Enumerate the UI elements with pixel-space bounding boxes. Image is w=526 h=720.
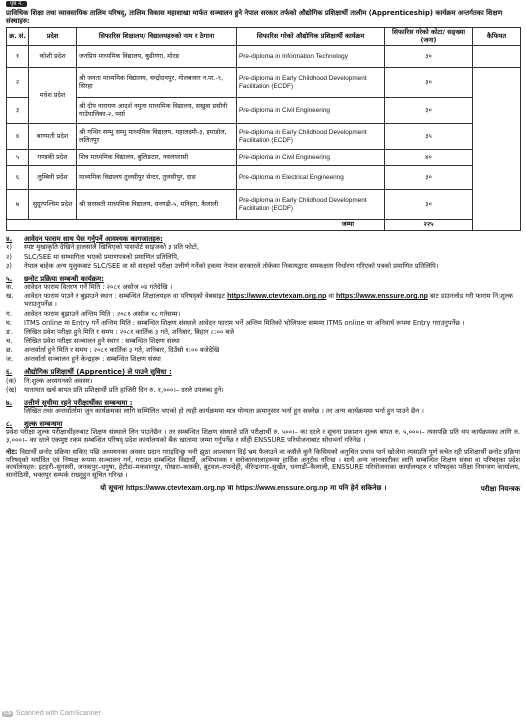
cell-quota: ४०	[385, 150, 473, 166]
item-text: नि:शुल्क अध्ययनको अवसर।	[24, 376, 93, 385]
cell-sn: ७	[7, 190, 29, 220]
footer-ctevtexam-link[interactable]: https://www.ctevtexam.org.np	[125, 485, 226, 493]
cell-sn: ६	[7, 166, 29, 190]
table-header-row	[7, 28, 521, 46]
list-item	[6, 329, 520, 337]
table-row	[7, 68, 521, 98]
cell-quota: ३०	[385, 68, 473, 98]
cell-remarks	[473, 68, 521, 231]
section-title: शुल्क सम्बन्धमा	[24, 419, 63, 428]
cell-program: Pre-diploma in Electrical Engineering	[237, 166, 385, 190]
item-text: SLC/SEE मा सम्भागिता भएको प्रमाणपत्रको प्रमाणित प्रतिलिपि,	[24, 252, 180, 261]
footer	[6, 484, 520, 493]
item-text: स्पष्ट मुखाकृति देखिने हालसालै खिचिएको पासपोर्ट साइजको ३ प्रति फोटो,	[24, 243, 199, 252]
item-text: अन्तर्वार्ता सञ्चालन हुने केन्द्रहरू : सम्बन्धित शिक्षण संस्था	[24, 355, 161, 364]
item-marker: ख.	[6, 292, 14, 301]
footer-text: यो सूचना	[100, 484, 124, 493]
item-marker: घ.	[6, 318, 12, 327]
cell-school: श्री जनता माध्यमिक विद्यालय, चन्द्रोदयपुर, गोलबजार न.पा.-९, सिरहा	[77, 68, 237, 98]
cell-province: कोशी प्रदेश	[29, 46, 77, 68]
col-header-sn: क्र. सं.	[7, 28, 29, 46]
note-label: नोट:	[6, 447, 18, 456]
list-item	[6, 356, 520, 364]
item-text	[24, 293, 520, 309]
table-row	[7, 46, 521, 68]
item-text: यातायात खर्च बापत प्रति प्रशिक्षार्थी प्रति हाजिरी दिन रु. १,०००।– दरले उपलब्ध हुने।	[24, 385, 224, 394]
cell-sn: ३	[7, 98, 29, 124]
list-item	[6, 263, 520, 271]
cell-school: श्री दीप नारायण आदर्श नमुना माध्यमिक विद्यालय, सखुवा प्रसौनी गाउँपालिका-२, पर्सा	[77, 98, 237, 124]
watermark-text: Scanned with CamScanner	[15, 709, 101, 717]
total-label: जम्मा	[7, 220, 385, 231]
camscanner-logo-icon: CS	[4, 709, 11, 716]
item-text: नेपाल बाहेक अन्य मुलुकबाट SLC/SEE वा सो सरहको परीक्षा उत्तीर्ण गर्नेको हकमा नेपाल सरकारले तोकेका निकायद्वारा समकक्षता निर्धारण गरिएको पत्रको प्रमाणित प्रतिलिपि।	[24, 261, 439, 270]
enssure-link[interactable]: https://www.enssure.org.np	[336, 293, 428, 301]
cell-sn: ४	[7, 124, 29, 150]
cell-province: मधेश प्रदेश	[29, 68, 77, 124]
note-paragraph	[6, 449, 520, 480]
cell-province: सुदूरपश्चिम प्रदेश	[29, 190, 77, 220]
item-text: अन्तर्वार्ता हुने मिति र समय : २०८१ कार्तिक ३ गते, शनिबार, दिउँसो १:०० बजेदेखि	[24, 346, 220, 355]
cell-quota: ३०	[385, 98, 473, 124]
section-title: आवेदन फाराम साथ पेस गर्नुपर्ने आवश्यक कागजातहरु:	[24, 234, 163, 243]
total-value: २२५	[385, 220, 473, 231]
section-number: ७.	[6, 398, 13, 407]
ctevtexam-link[interactable]: https://www.ctevtexam.org.np	[227, 293, 327, 301]
table-row	[7, 98, 521, 124]
table-row	[7, 150, 521, 166]
item-marker: (क)	[6, 376, 17, 385]
item-text: लिखित प्रवेश परीक्षा हुने मिति र समय : २०८१ कार्तिक ३ गते, शनिबार, बिहान ८:०० बजे	[24, 327, 235, 336]
cell-school: श्री गन्धिर सम्भु सम्भु माध्यमिक विद्यालय, महालक्ष्मी-३, इमाडोल, ललितपुर	[77, 124, 237, 150]
cell-program: Pre-diploma in Early Childhood Development Facilitation (ECDF)	[237, 190, 385, 220]
table-row	[7, 124, 521, 150]
list-item	[6, 378, 520, 386]
item-marker: छ.	[6, 346, 13, 355]
section-title: छनोट प्रक्रिया सम्बन्धी कार्यक्रम:	[24, 274, 104, 283]
note-body: विद्यार्थी छनोट प्रक्रिया सकिए पछि अध्ययनका अवसर प्रदान गराइदिन्छु भनी झुठा आश्वासन दिई भ्रम फैलाउने वा कसैले कुनै किसिमको अनुचित प्रभाव पार्न खोजेमा त्यसप्रति पूर्ण सचेत रही प्रशिक्षार्थी छनोट प्रक्रिया परिषद्को मर्यादित एवं निष्पक्ष रूपमा सञ्चालन गर्न, गराउन सम्बन्धित विद्यार्थी, अभिभावक र सरोकारवालाहरूमा हार्दिक अनुरोध गरिन्छ । साथै अन्य जानकारीका लागि सम्बन्धित शिक्षण संस्था वा परिषद्का प्रदेश कार्यालयहरु: इटहरी–सुनसरी, जनकपुर–धनुषा, हेटौंडा–मकवानपुर, पोखरा–कास्की, बुटवल–रुपन्देही, वीरेन्द्रनगर–सुर्खेत, धनगढी–कैलाली, ENSSURE परियोजनाका कार्यालयहरु र परिषद्का परीक्षा नियन्त्रण कार्यालय, सानोठिमी, भक्तपुर सम्पर्क राख्नुहुन सूचित गरिन्छ ।	[6, 447, 520, 480]
section-number: ५.	[6, 274, 13, 283]
section-body: लिखित तथा अन्तर्वार्तामा जुन कार्यक्रमका लागि सम्मिलित भएको हो त्यही कार्यक्रममा मात्र योग्यता क्रमानुसार भर्ना हुन सक्नेछ । तर अन्य कार्यक्रममा भर्ना हुन पाउने छैन ।	[24, 407, 424, 416]
item-marker: ङ.	[6, 327, 13, 336]
table-total-row	[7, 220, 521, 231]
list-item	[6, 387, 520, 395]
item-text: ITMS online मा Entry गर्ने अन्तिम मिति : सम्बन्धित शिक्षण संस्थाले आवेदन फाराम भर्ने अन्तिम मितिको भोलिपल्ट सम्ममा ITMS online मा अनिवार्य रूपमा Entry गराउनुपर्नेछ ।	[24, 318, 465, 327]
list-item	[6, 311, 520, 319]
item-marker: ज.	[6, 355, 13, 364]
cell-program: Pre-diploma in Early Childhood Development Facilitation (ECDF)	[237, 124, 385, 150]
item-marker: ग.	[6, 309, 12, 318]
cell-school: जनप्रिय माध्यमिक विद्यालय, बुढीगंगा, मोरङ	[77, 46, 237, 68]
cell-quota: ३०	[385, 166, 473, 190]
cell-sn: ५	[7, 150, 29, 166]
section-facilities	[6, 368, 520, 394]
item-text-part: वा	[328, 292, 334, 301]
section-title: औद्योगिक प्रशिक्षार्थी (Apprentice) ले पाउने सुविधा :	[24, 368, 172, 377]
table-row	[7, 190, 521, 220]
cell-school: श्री सरस्वती माध्यमिक विद्यालय, धनगढी-५, मनिहरा, कैलाली	[77, 190, 237, 220]
item-marker: २)	[6, 252, 13, 261]
cell-province: बागमती प्रदेश	[29, 124, 77, 150]
col-header-province: प्रदेश	[29, 28, 77, 46]
item-text-part: बाट डाउनलोड गरी फाराम नि:शुल्क भराउनुपर्नेछ ।	[24, 292, 513, 309]
page-tag: पृष्ठ नं.	[6, 1, 27, 7]
col-header-program: सिफारिस गरेको औद्योगिक प्रशिक्षार्थी कार्यक्रम	[237, 28, 385, 46]
col-header-school: सिफारिस शिक्षालय/ विद्यालयहरुको नाम र ठेगाना	[77, 28, 237, 46]
footer-links-line	[6, 484, 481, 493]
section-body: प्रवेश परीक्षा शुल्क परीक्षार्थीहरुबाट शिक्षण संस्थाले लिन पाउनेछैन । तर सम्बन्धित शिक्षण संस्थाले प्रति परीक्षार्थी रु. ५००।– का दरले र सूचना प्रकाशन शुल्क बापत रु. ५,०००।– त्यसपछि प्रति थप कार्यक्रमका लागि रु. ३,०००।– का दरले एकमुष्ट रकम सम्बन्धित परिषद् प्रदेश कार्यालयको बैंक खातामा जम्मा गर्नुपर्नेछ र सोही ENSSURE परियोजनाबाट सोधभर्ना गरिनेछ ।	[6, 428, 520, 445]
item-marker: ३)	[6, 261, 13, 270]
cell-remarks	[473, 46, 521, 68]
item-text: आवेदन फाराम वितरण गर्ने मिति : २०८१ असोज ०४ गतेदेखि ।	[24, 283, 173, 292]
cell-quota: ३०	[385, 190, 473, 220]
list-item	[6, 293, 520, 309]
cell-program: Pre-diploma in Early Childhood Development Facilitation (ECDF)	[237, 68, 385, 98]
cell-quota: ३५	[385, 124, 473, 150]
section-documents	[6, 235, 520, 271]
item-marker: च.	[6, 337, 13, 346]
footer-enssure-link[interactable]: https://www.enssure.org.np	[235, 485, 328, 493]
cell-quota: ३०	[385, 46, 473, 68]
list-item	[6, 244, 520, 252]
col-header-quota: सिफारिस गरेको कोटा/ सङ्ख्या (जना)	[385, 28, 473, 46]
list-item	[6, 284, 520, 292]
cell-sn: २	[7, 68, 29, 98]
cell-program: Pre-diploma in Civil Engineering	[237, 98, 385, 124]
list-item	[6, 347, 520, 355]
cell-program: Pre-diploma in Civil Engineering	[237, 150, 385, 166]
cell-province: गण्डकी प्रदेश	[29, 150, 77, 166]
list-item	[6, 320, 520, 328]
cell-province: लुम्बिनी प्रदेश	[29, 166, 77, 190]
list-item	[6, 254, 520, 262]
item-marker: (ख)	[6, 385, 17, 394]
footer-text: वा	[227, 484, 234, 493]
col-header-remarks: कैफियत	[473, 28, 521, 46]
section-fees	[6, 420, 520, 445]
cell-school: माध्यमिक विद्यालय तुलसीपुर सेन्टर, तुलसीपुर, दाङ	[77, 166, 237, 190]
cell-program: Pre-diploma in Information Technology	[237, 46, 385, 68]
cell-school: शिव माध्यमिक विद्यालय, बुलिङटार, नवलपरासी	[77, 150, 237, 166]
item-marker: क.	[6, 283, 14, 292]
item-marker: १)	[6, 243, 13, 252]
section-number: ८.	[6, 419, 13, 428]
footer-text: मा पनि हेर्न सकिनेछ ।	[330, 484, 387, 493]
item-text: आवेदन फाराम बुझाउने अन्तिम मिति : २०८१ असोज १८ गतेसम्म।	[24, 309, 181, 318]
section-number: ४.	[6, 234, 13, 243]
section-title: उत्तीर्ण सूचीमा रहने परीक्षार्थीका सम्बन्धमा :	[24, 398, 133, 407]
item-text: लिखित प्रवेश परीक्षा सञ्चालन हुने स्थान : सम्बन्धित शिक्षण संस्था	[24, 337, 180, 346]
program-table	[6, 27, 521, 231]
intro-paragraph: प्राविधिक शिक्षा तथा व्यावसायिक तालिम परिषद्, तालिम विकास महाशाखा मार्फत सञ्चालन हुने नेपाल सरकार तर्फको औद्योगिक प्रशिक्षार्थी तालीम (Apprenticeship) कार्यक्रम अन्तर्गतका शिक्षण संस्थाहरु:	[6, 9, 503, 26]
section-pass-list	[6, 399, 520, 416]
item-text-part: आवेदन फाराम पाउने र बुझाउने स्थान : सम्बन्धित शिक्षालयहरु वा परिषद्को वेबसाइट	[24, 292, 225, 301]
table-row	[7, 166, 521, 190]
section-number: ६.	[6, 368, 13, 377]
scanner-watermark	[2, 710, 101, 718]
section-selection-schedule	[6, 275, 520, 365]
cell-sn: १	[7, 46, 29, 68]
list-item	[6, 338, 520, 346]
signer-title: परीक्षा नियन्त्रक	[480, 484, 520, 493]
